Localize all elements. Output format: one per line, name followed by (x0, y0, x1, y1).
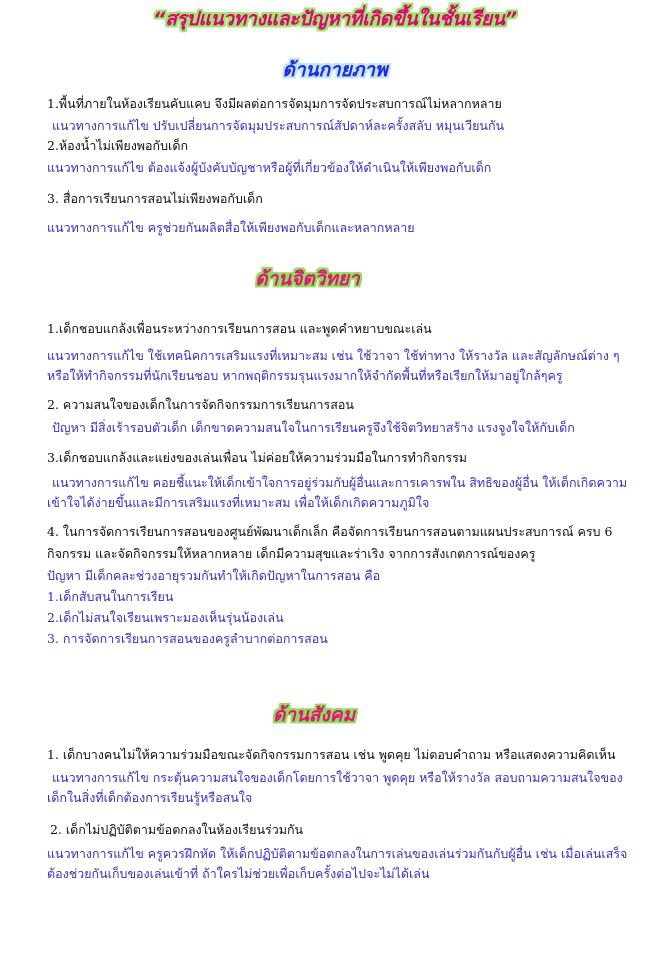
page-title: “สรุปแนวทางและปัญหาที่เกิดขึ้นในชั้นเรียน” (153, 8, 517, 30)
psych-solution-1a: แนวทางการแก้ไข ใช้เทคนิคการเสริมแรงที่เหมาะสม เช่น ใช้วาจา ใช้ท่าทาง ให้รางวัล และสัญลักษณ์ต่าง ๆ (47, 348, 620, 363)
social-solution-2a: แนวทางการแก้ไข ครูควรฝึกหัด ให้เด็กปฏิบัติตามข้อตกลงในการเล่นของเล่นร่วมกันกับผู้อื่น เช่น เมื่อเล่นเสร็จ (47, 846, 628, 861)
physical-problem-2: 2.ห้องน้ำไม่เพียงพอกับเด็ก (47, 138, 189, 153)
psych-problem-2: 2. ความสนใจของเด็กในการจัดกิจกรรมการเรียนการสอน (47, 397, 354, 412)
psych-issue-item-2: 2.เด็กไม่สนใจเรียนเพราะมองเห็นรุ่นน้องเล่น (47, 610, 284, 625)
social-solution-1a: แนวทางการแก้ไข กระตุ้นความสนใจของเด็กโดยการใช้วาจา พูดคุย หรือให้รางวัล สอบถามความสนใจของ (52, 770, 623, 785)
physical-solution-1: แนวทางการแก้ไข ปรับเปลี่ยนการจัดมุมประสบการณ์สัปดาห์ละครั้งสลับ หมุนเวียนกัน (52, 118, 505, 133)
psych-solution-2: ปัญหา มีสิ่งเร้ารอบตัวเด็ก เด็กขาดความสนใจในการเรียนครูจึงใช้จิตวิทยาสร้าง แรงจูงใจให้กับเด็ก (52, 420, 575, 435)
physical-solution-2: แนวทางการแก้ไข ต้องแจ้งผู้บังคับบัญชาหรือผู้ที่เกี่ยวข้องให้ดำเนินให้เพียงพอกับเด็ก (47, 160, 492, 175)
social-problem-1: 1. เด็กบางคนไม่ให้ความร่วมมือขณะจัดกิจกรรมการสอน เช่น พูดคุย ไม่ตอบคำถาม หรือแสดงความคิดเห็น (47, 747, 616, 762)
social-solution-1b: เด็กในสิ่งที่เด็กต้องการเรียนรู้หรือสนใจ (47, 790, 253, 805)
section-heading-physical: ด้านกายภาพ (282, 59, 388, 81)
social-problem-2: 2. เด็กไม่ปฏิบัติตามข้อตกลงในห้องเรียนร่วมกัน (50, 822, 304, 837)
psych-solution-3b: เข้าใจได้ง่ายขึ้นและมีการเสริมแรงที่เหมาะสม เพื่อให้เด็กเกิดความภูมิใจ (47, 495, 430, 510)
physical-problem-3: 3. สื่อการเรียนการสอนไม่เพียงพอกับเด็ก (47, 191, 263, 206)
psych-issue-item-3: 3. การจัดการเรียนการสอนของครูลำบากต่อการสอน (47, 631, 328, 646)
social-solution-2b: ต้องช่วยกันเก็บของเล่นเข้าที่ ถ้าใครไม่ช่วยเพื่อเก็บครั้งต่อไปจะไม่ได้เล่น (47, 866, 430, 881)
section-heading-psychology: ด้านจิตวิทยา (255, 268, 360, 290)
psych-problem-4b: กิจกรรม และจัดกิจกรรมให้หลากหลาย เด็กมีความสุขและร่าเริง จากการสังเกตการณ์ของครู (47, 546, 536, 561)
section-heading-social: ด้านสังคม (272, 704, 356, 726)
psych-solution-1b: หรือให้ทำกิจกรรมที่นักเรียนชอบ หากพฤติกรรมรุนแรงมากให้จำกัดพื้นที่หรือเรียกให้มาอยู่ใกล้ๆครู (47, 368, 563, 383)
psych-problem-1: 1.เด็กชอบแกล้งเพื่อนระหว่างการเรียนการสอน และพูดคำหยาบขณะเล่น (47, 321, 432, 336)
physical-solution-3: แนวทางการแก้ไข ครูช่วยกันผลิตสื่อให้เพียงพอกับเด็กและหลากหลาย (47, 220, 415, 235)
psych-issue-item-1: 1.เด็กสับสนในการเรียน (47, 589, 174, 604)
psych-problem-3: 3.เด็กชอบแกล้งและแย่งของเล่นเพื่อน ไม่ค่อยให้ความร่วมมือในการทำกิจกรรม (47, 450, 468, 465)
psych-problem-4a: 4. ในการจัดการเรียนการสอนของศูนย์พัฒนาเด็กเล็ก คือจัดการเรียนการสอนตามแผนประสบการณ์ ครบ 6 (47, 524, 613, 539)
physical-problem-1: 1.พื้นที่ภายในห้องเรียนคับแคบ จึงมีผลต่อการจัดมุมการจัดประสบการณ์ไม่หลากหลาย (47, 96, 502, 111)
psych-solution-3a: แนวทางการแก้ไข คอยชี้แนะให้เด็กเข้าใจการอยู่ร่วมกับผู้อื่นและการเคารพใน สิทธิของผู้อื่น ให้เด็กเกิดความ (52, 475, 628, 490)
psych-issue-4: ปัญหา มีเด็กคละช่วงอายุรวมกันทำให้เกิดปัญหาในการสอน คือ (47, 568, 381, 583)
